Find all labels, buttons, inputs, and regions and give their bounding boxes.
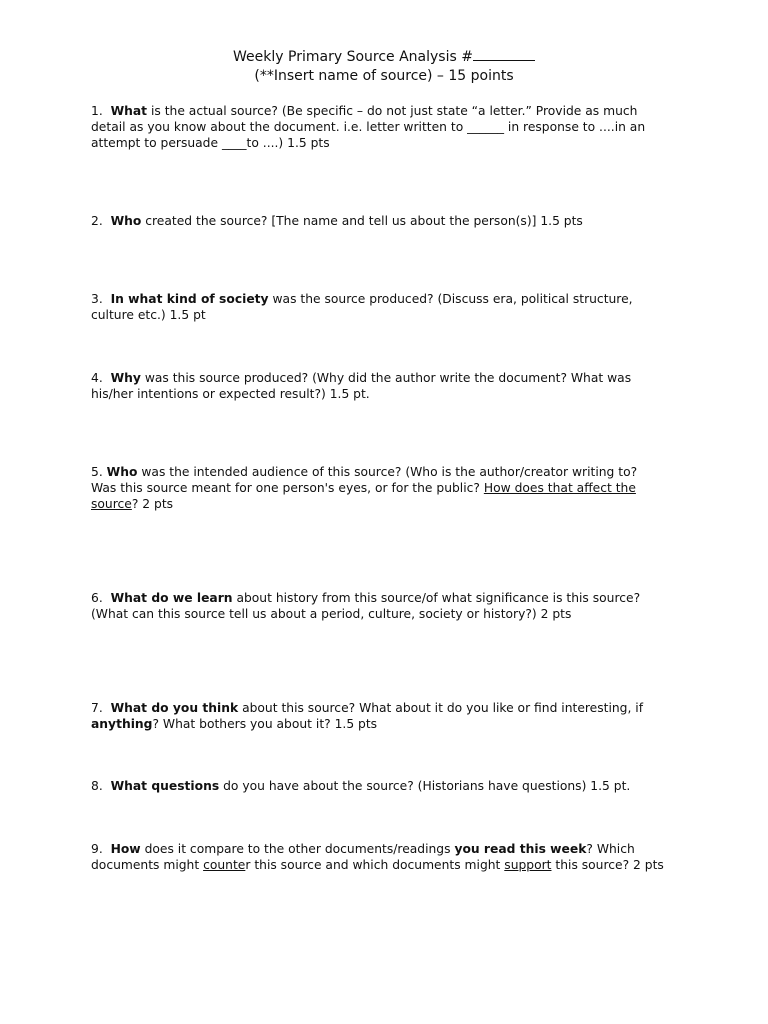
question-text: documents might — [91, 858, 204, 873]
question-number: 5. — [91, 465, 103, 479]
question-number: 3. — [91, 292, 103, 306]
question-4 — [91, 370, 691, 402]
question-2 — [91, 213, 691, 229]
question-keyword: What do we learn — [110, 591, 233, 605]
underlined-text: How does that affect the — [483, 481, 636, 496]
title-text: Weekly Primary Source Analysis # — [233, 49, 473, 65]
question-keyword: you read this week — [454, 842, 587, 856]
question-text: Was this source meant for one person's eyes, or for the public? — [91, 481, 484, 496]
question-text: created the source? [The name and tell us about the person(s)] 1.5 pts — [141, 214, 583, 228]
document-title-line2: (**Insert name of source) – 15 points — [254, 68, 514, 84]
question-text: ? 2 pts — [131, 497, 174, 512]
question-text: (What can this source tell us about a period, culture, society or history?) 2 pts — [91, 607, 572, 622]
question-number: 4. — [91, 371, 103, 385]
question-text: r this source and which documents might — [245, 858, 505, 873]
question-number: 6. — [91, 591, 103, 605]
question-text: do you have about the source? (Historians have questions) 1.5 pt. — [219, 779, 631, 793]
question-text: his/her intentions or expected result?) 1.5 pt. — [91, 387, 370, 402]
question-text: was the intended audience of this source? (Who is the author/creator writing to? — [137, 465, 638, 479]
question-keyword: anything — [91, 717, 153, 732]
question-text: was this source produced? (Why did the author write the document? What was — [140, 371, 632, 385]
question-number: 1. — [91, 104, 103, 118]
question-keyword: What questions — [110, 779, 220, 793]
question-text: about history from this source/of what significance is this source? — [232, 591, 641, 605]
question-number: 8. — [91, 779, 103, 793]
question-keyword: What — [110, 104, 148, 118]
question-8 — [91, 778, 691, 794]
question-keyword: Who — [110, 214, 142, 228]
question-text: attempt to persuade ____to ....) 1.5 pts — [91, 136, 330, 151]
question-text: this source? 2 pts — [551, 858, 664, 873]
document-title-line1 — [0, 48, 768, 66]
question-text: is the actual source? (Be specific – do not just state “a letter.” Provide as much — [147, 104, 638, 118]
question-7 — [91, 700, 691, 732]
question-text: was the source produced? (Discuss era, political structure, — [268, 292, 633, 306]
question-9 — [91, 841, 691, 873]
question-text: about this source? What about it do you like or find interesting, if — [238, 701, 644, 715]
underlined-text: counte — [203, 858, 246, 873]
title-number-blank — [473, 48, 535, 61]
question-text: does it compare to the other documents/readings — [140, 842, 455, 856]
underlined-text: support — [504, 858, 552, 873]
underlined-text: source — [91, 497, 132, 512]
question-6 — [91, 590, 691, 622]
question-text: ? What bothers you about it? 1.5 pts — [152, 717, 378, 732]
question-number: 2. — [91, 214, 103, 228]
question-text: culture etc.) 1.5 pt — [91, 308, 206, 323]
question-number: 9. — [91, 842, 103, 856]
question-keyword: Why — [110, 371, 141, 385]
question-keyword: How — [110, 842, 141, 856]
question-3 — [91, 291, 691, 323]
question-5 — [91, 464, 691, 513]
question-keyword: In what kind of society — [110, 292, 269, 306]
question-keyword: Who — [106, 465, 138, 479]
question-1 — [91, 103, 691, 152]
question-text: ? Which — [586, 842, 635, 856]
question-number: 7. — [91, 701, 103, 715]
question-keyword: What do you think — [110, 701, 239, 715]
question-text: detail as you know about the document. i.e. letter written to ______ in response to ....in an — [91, 120, 646, 135]
